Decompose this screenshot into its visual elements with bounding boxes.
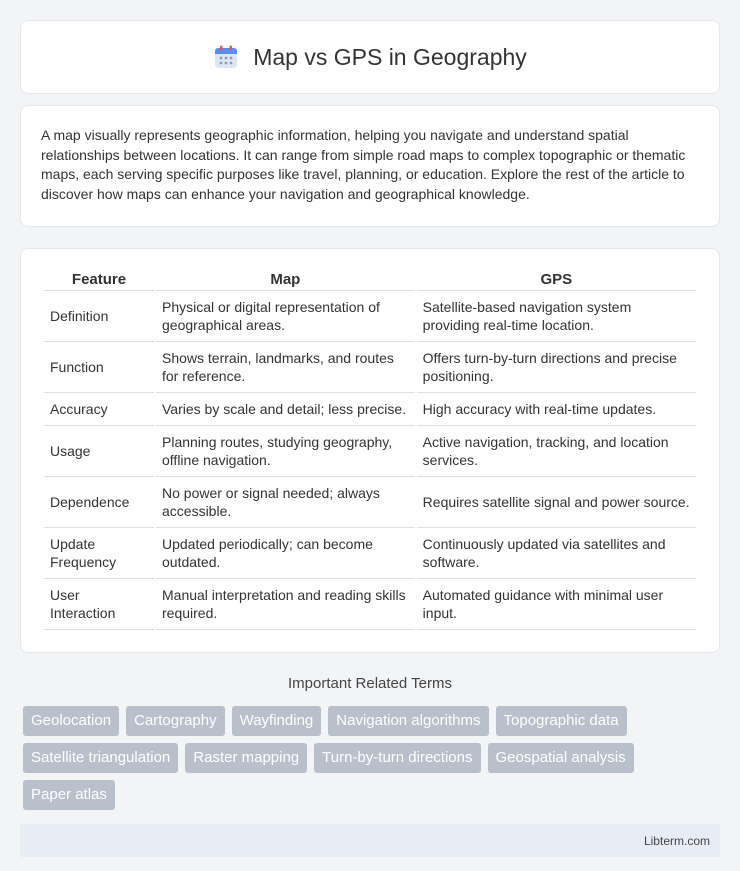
row-feature: Accuracy [44,393,154,426]
row-feature: User Interaction [44,579,154,630]
term-tag[interactable]: Geospatial analysis [488,743,634,773]
row-gps: Continuously updated via satellites and software. [417,528,696,579]
row-feature: Usage [44,426,154,477]
row-gps: High accuracy with real-time updates. [417,393,696,426]
header-feature: Feature [44,267,154,291]
term-tag[interactable]: Topographic data [496,706,627,736]
row-gps: Offers turn-by-turn directions and precise positioning. [417,342,696,393]
row-gps: Automated guidance with minimal user input. [417,579,696,630]
row-map: Physical or digital representation of geographical areas. [156,291,415,342]
page-title: Map vs GPS in Geography [253,43,527,70]
row-gps: Satellite-based navigation system providing real-time location. [417,291,696,342]
header-gps: GPS [417,267,696,291]
related-terms-list [20,706,720,810]
table-row [44,393,696,426]
row-gps: Requires satellite signal and power source. [417,477,696,528]
table-header-row [44,267,696,291]
row-map: Updated periodically; can become outdated. [156,528,415,579]
term-tag[interactable]: Paper atlas [23,780,115,810]
comparison-table [42,267,698,630]
footer [20,824,720,857]
footer-site-link[interactable]: Libterm.com [643,833,710,848]
row-map: Manual interpretation and reading skills required. [156,579,415,630]
intro-text: A map visually represents geographic information, helping you navigate and understand spatial relationships between locations. It can range from simple road maps to complex topographic or thematic maps, each serving specific purposes like travel, planning, or education. Explore the rest of the article to discover how maps can enhance your navigation and geographical knowledge. [41,127,686,202]
term-tag[interactable]: Satellite triangulation [23,743,178,773]
table-row [44,426,696,477]
term-tag[interactable]: Cartography [126,706,225,736]
intro-card [20,105,720,227]
table-row [44,477,696,528]
calendar-icon [213,44,239,70]
table-row [44,342,696,393]
row-map: No power or signal needed; always accessible. [156,477,415,528]
comparison-table-card [20,248,720,653]
row-feature: Definition [44,291,154,342]
header-map: Map [156,267,415,291]
term-tag[interactable]: Navigation algorithms [328,706,488,736]
table-row [44,291,696,342]
related-terms-title: Important Related Terms [288,675,452,692]
title-card [20,20,720,94]
row-map: Varies by scale and detail; less precise. [156,393,415,426]
term-tag[interactable]: Raster mapping [185,743,307,773]
term-tag[interactable]: Turn-by-turn directions [314,743,480,773]
row-feature: Dependence [44,477,154,528]
row-gps: Active navigation, tracking, and location services. [417,426,696,477]
term-tag[interactable]: Wayfinding [232,706,322,736]
row-feature: Function [44,342,154,393]
row-map: Shows terrain, landmarks, and routes for reference. [156,342,415,393]
table-row [44,579,696,630]
term-tag[interactable]: Geolocation [23,706,119,736]
row-map: Planning routes, studying geography, offline navigation. [156,426,415,477]
table-row [44,528,696,579]
row-feature: Update Frequency [44,528,154,579]
